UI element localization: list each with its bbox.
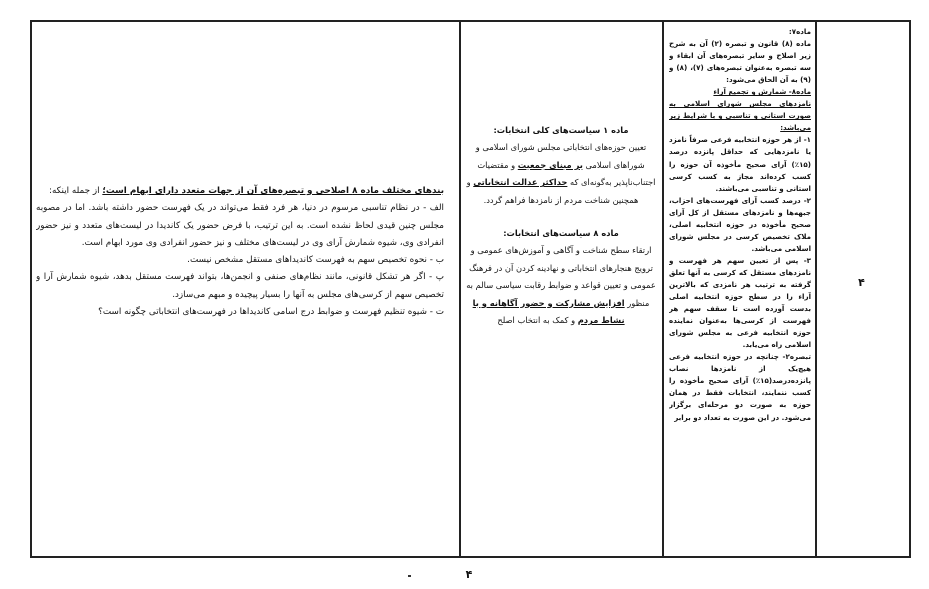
column-divider-law <box>815 20 817 557</box>
policy-art1-text-b: و مقتضیات اجتناب‌ناپذیر به‌گونه‌ای که <box>477 159 656 188</box>
law-item-1: ۱- از هر حوزه انتخابیه فرعی صرفاً نامزد یا نامزدهایی که حداقل پانزده درصد (۱۵٪) آرای صحیح مأخوذه آن حوزه را کسب کرده‌اند مجاز به کسب کرسی استانی و تناسبی می‌باشند. <box>669 135 811 193</box>
policy-art1-emphasis-1: بر مبنای جمعیت <box>517 159 583 170</box>
law-text-column <box>669 26 811 552</box>
comment-item-te: ت - شیوه تنظیم فهرست و ضوابط درج اسامی کاندیداها در فهرست‌های انتخاباتی چگونه است؟ <box>98 307 444 318</box>
table-top-border <box>30 20 911 22</box>
comment-column <box>36 183 444 443</box>
policy-column <box>466 122 656 542</box>
law-heading: ماده۷: <box>788 27 811 36</box>
policy-art1-emphasis-2: حداکثر عدالت انتخاباتی <box>473 177 568 188</box>
law-article-title: ماده۸- شمارش و تجمیع آراء <box>713 87 811 97</box>
comment-item-pe: پ - اگر هر تشکل قانونی، مانند نظام‌های صنفی و انجمن‌ها، بتواند فهرست مستقل بدهد، شیوه شمارش آرا و تخصیص سهم از کرسی‌های مجلس به آنها را بسیار پیچیده و مبهم می‌سازد. <box>36 272 444 300</box>
law-article-text: نامزدهای مجلس شورای اسلامی به صورت استانی و تناسبی و با شرایط زیر می‌باشد: <box>669 99 811 133</box>
policy-art8-text <box>466 242 656 329</box>
policy-art8-text-b: و کمک به انتخاب اصلح <box>497 315 576 326</box>
law-item-2: ۲- درصد کسب آرای فهرست‌های احزاب، جبهه‌ها و نامزدهای مستقل از کل آرای صحیح مأخوذه در حوزه انتخابیه اصلی، ملاک تخصیص کرسی در مجلس شورای اسلامی می‌باشد. <box>669 195 811 253</box>
policy-spacer <box>466 209 656 225</box>
law-intro: ماده (۸) قانون و تبصره (۲) آن به شرح زیر اصلاح و سایر تبصره‌های آن ابقاء و سه تبصره به‌عنوان تبصره‌های (۷)، (۸) و (۹) به آن الحاق می‌شود: <box>669 39 811 85</box>
law-note-2: تبصره۲- چنانچه در حوزه انتخابیه فرعی هیچ‌یک از نامزدها نصاب پانزده‌درصد(۱۵٪) آرای صحیح مأخوذه را کسب ننمایند، انتخابات فقط در همان حوزه به صورت دو مرحله‌ای برگزار می‌شود. در این صورت به تعداد دو برابر <box>669 352 811 422</box>
row-number: ۴ <box>858 276 865 289</box>
comment-intro-underlined: بندهای مختلف ماده ۸ اصلاحی و تبصره‌های آن از جهات متعدد دارای ابهام است؛ <box>102 186 444 196</box>
law-item-3: ۳- پس از تعیین سهم هر فهرست و نامزدهای مستقل که کرسی به آنها تعلق گرفته به ترتیب هر نامزدی که بالاترین آراء را در سطح حوزه انتخابیه اصلی بدست آورده است تا سقف سهم هر فهرست از کرسی‌ها به‌عنوان نماینده حوزه انتخابیه فرعی به مجلس شورای اسلامی راه می‌یابد. <box>669 255 811 350</box>
policy-art8-emphasis: افزایش مشارکت و حضور آگاهانه و با نشاط مردم <box>472 297 625 326</box>
policy-art1-text-c: و همچنین شناخت مردم از نامزدها فراهم گردد. <box>466 177 639 205</box>
policy-art1-text-a: تعیین حوزه‌های انتخاباتی مجلس شورای اسلامی و شوراهای اسلامی <box>475 142 647 170</box>
scan-speck <box>408 575 411 577</box>
policy-art1-text <box>466 139 656 209</box>
table-bottom-border <box>30 556 911 558</box>
column-divider-comment <box>459 20 461 557</box>
table-right-border <box>909 20 911 557</box>
comment-item-alef: الف - در نظام تناسبی مرسوم در دنیا، هر فرد فقط می‌تواند در یک فهرست حضور داشته باشد. اما در مصوبه مجلس چنین قیدی لحاظ نشده است. به این ترتیب، با فرض حضور یک کاندیدا در لیست‌های متعدد و نیز حضور انفرادی وی، شیوه شمارش آرای وی در لیست‌های مختلف و نیز حضور انفرادی وی مورد ابهام است. <box>36 203 444 248</box>
policy-art8-text-a: ارتقاء سطح شناخت و آگاهی و آموزش‌های عمومی و ترویج هنجارهای انتخاباتی و نهادینه کردن آن در فرهنگ عمومی و تعیین قواعد و ضوابط رقابت سیاسی سالم به منظور <box>466 245 656 308</box>
comment-intro-rest: از جمله اینکه: <box>49 186 100 196</box>
policy-art8-title: ماده ۸ سیاست‌های انتخابات: <box>503 228 619 239</box>
column-divider-policy <box>662 20 664 557</box>
table-left-border <box>30 20 32 557</box>
policy-art1-title: ماده ۱ سیاست‌های کلی انتخابات: <box>493 125 629 135</box>
comment-item-be: ب - نحوه تخصیص سهم به فهرست کاندیداهای مستقل مشخص نیست. <box>187 255 444 266</box>
page-number: ۴ <box>465 568 473 581</box>
comment-intro <box>36 183 444 200</box>
